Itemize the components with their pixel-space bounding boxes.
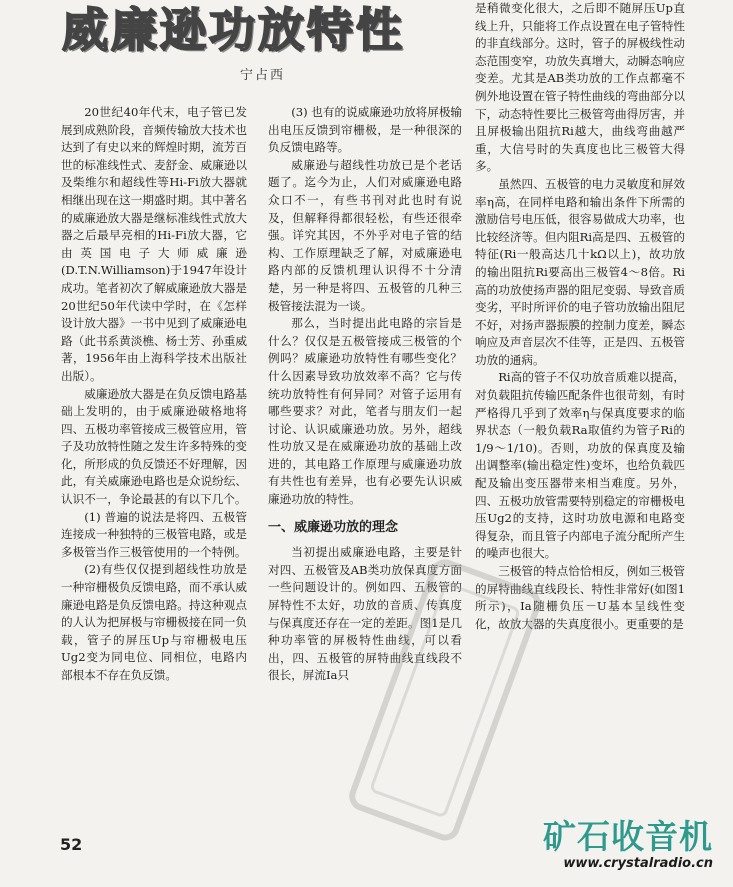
page-number: 52: [60, 835, 83, 854]
site-logo-text: 矿石收音机: [543, 817, 713, 856]
site-watermark: [543, 818, 713, 871]
paragraph: 威廉逊与超线性功放已是个老话题了。迄今为止，人们对威廉逊电路众口不一，有些书刊对此也时有说及，但解释得都很轻松，有些还很牵强。详究其因，不外乎对电子管的结构、工作原理缺乏了解，对威廉逊电路内部的反馈机理认识得不十分清楚，另一种是将四、五极管的几种三极管接法混为一谈。: [268, 157, 462, 313]
article-title: 威廉逊功放特性: [62, 3, 405, 57]
paragraph: 是稍微变化很大，之后即不随屏压Up直线上升，只能将工作点设置在电子管特性的非直线部分。这时，管子的屏极线性动态范围变窄，功放失真增大，动瞬态响应变差。尤其是AB类功放的工作点都毫不例外地设置在管子特性曲线的弯曲部分以下，动态特性要比三极管弯曲得厉害，并且屏极输出阻抗Ri越大，曲线弯曲越严重，大信号时的失真度也比三极管大得多。: [475, 1, 685, 174]
section-heading: 一、威廉逊功放的理念: [268, 519, 399, 535]
paragraph: 威廉逊放大器是在负反馈电路基础上发明的，由于威廉逊破格地将四、五极功率管接成三极管应用，管子及功放特性随之发生许多特殊的变化，所形成的负反馈还不好理解，因此，有关威廉逊电路也是众说纷纭、认识不一，争论最甚的有以下几个。: [61, 386, 247, 507]
paragraph: 那么，当时提出此电路的宗旨是什么？仅仅是五极管接成三极管的个例吗？威廉逊功放特性有哪些变化？什么因素导致功放效率不高？它与传统功放特性有何异同？对管子运用有哪些要求？对此，笔者与朋友们一起讨论、认识威廉逊功放。另外，超线性功放又是在威廉逊功放的基础上改进的，其电路工作原理与威廉逊功放有共性也有差异，也有必要先认识威廉逊功放的特性。: [268, 316, 462, 507]
article-author: 宁占西: [240, 68, 286, 83]
paragraph: (3) 也有的说威廉逊功放将屏极输出电压反馈到帘栅极，是一种很深的负反馈电路等。: [268, 105, 462, 155]
paragraph: Ri高的管子不仅功放音质难以提高，对负载阻抗传输匹配条件也很苛刻，有时严格得几乎到了效率η与保真度要求的临界状态（一般负载Ra取值约为管子Ri的1/9～1/10)。否则，功放的保真度及输出调整率(输出稳定性)变坏，也给负载匹配及输出变压器带来相当难度。另外，四、五极功放管需要特别稳定的帘栅极电压Ug2的支持，这时功放电源和电路变得复杂，而且管子内部电子流分配所产生的噪声也很大。: [475, 370, 685, 561]
paragraph: 三极管的特点恰恰相反，例如三极管的屏特曲线直线段长、特性非常好(如图1所示)，Ia随栅负压－U基本呈线性变化，故放大器的失真度很小。更重要的是: [475, 564, 685, 631]
text-column-left: [61, 104, 247, 804]
paragraph: 虽然四、五极管的电力灵敏度和屏效率η高，在同样电路和输出条件下所需的激励信号电压低，很容易做成大功率，也比较经济等。但内阻Ri高是四、五极管的特征(Ri一般高达几十kΩ以上)，故功放的输出阻抗Ri要高出三极管4～8倍。Ri高的功放使扬声器的阻尼变弱、导致音质变劣，平时所评价的电子管功放输出阻尼不好，对扬声器振膜的控制力度差，瞬态响应及声音层次不佳等，正是四、五极管功放的通病。: [475, 176, 685, 367]
paragraph: (2)有些仅仅提到超线性功放是一种帘栅极负反馈电路，而不承认威廉逊电路是负反馈电路。持这种观点的人认为把屏极与帘栅极接在同一负载，管子的屏压Up与帘栅极电压Ug2变为同电位、同相位，电路内部根本不存在负反馈。: [61, 562, 247, 682]
paragraph: 20世纪40年代末，电子管已发展到成熟阶段，音频传输放大技术也达到了有史以来的辉煌时期，流芳百世的标准线性式、麦舒金、威廉逊以及柴维尔和超线性等Hi-Fi放大器就相继出现在这一期盛时期。其中著名的威廉逊放大器是继标准线性式放大器之后最早亮相的Hi-Fi放大器，它由英国电子大师威廉逊(D.T.N.Williamson)于1947年设计成功。笔者初次了解威廉逊放大器是20世纪50年代读中学时，在《怎样设计放大器》一书中见到了威廉逊电路（此书系黄淡樵、杨士芳、孙重威著，1956年由上海科学技术出版社出版）。: [61, 105, 247, 383]
paragraph: 当初提出威廉逊电路，主要是针对四、五极管及AB类功放保真度方面一些问题设计的。例如四、五极管的屏特性不太好，功放的音质、传真度与保真度还存在一定的差距。图1是几种功率管的屏极特性曲线，可以看出，四、五极管的屏特曲线直线段不很长，屏流Ia只: [268, 545, 462, 683]
paragraph: (1) 普遍的说法是将四、五极管连接成一种独特的三极管电路，或是多极管当作三极管使用的一个特例。: [61, 509, 247, 559]
site-url: www.crystalradio.cn: [563, 856, 713, 871]
